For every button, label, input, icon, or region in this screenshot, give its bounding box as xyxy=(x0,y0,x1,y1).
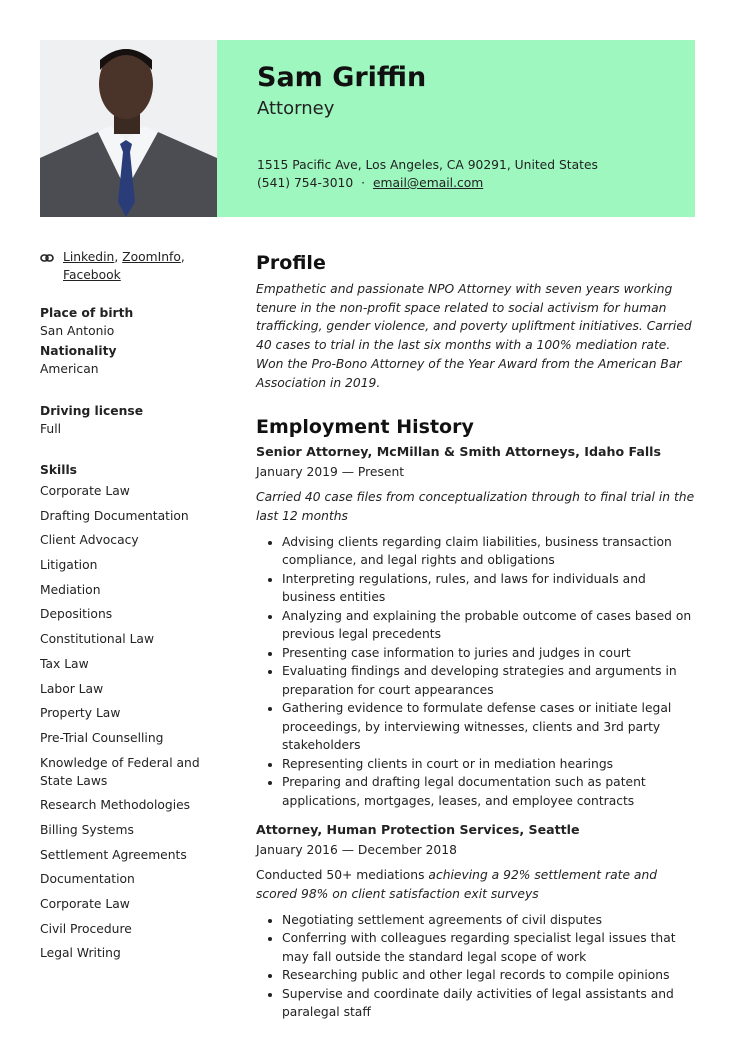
bullet-item: • Analyzing and explaining the probable outcome of cases based on previous legal precedents xyxy=(282,607,701,644)
skill-item: Litigation xyxy=(40,558,98,573)
skill-item: Client Advocacy xyxy=(40,533,139,548)
candidate-name: Sam Griffin xyxy=(257,62,427,93)
address: 1515 Pacific Ave, Los Angeles, CA 90291, United States xyxy=(257,158,598,172)
skill-item: Knowledge of Federal and State Laws xyxy=(40,755,200,788)
bullet-item: • Representing clients in court or in mediation hearings xyxy=(282,755,701,774)
job-summary xyxy=(256,866,701,903)
bullet-item: • Conferring with colleagues regarding specialist legal issues that may fall outside the standard legal scope of work xyxy=(282,929,701,966)
email-link[interactable]: email@email.com xyxy=(372,176,484,190)
job-bullets xyxy=(256,911,701,1022)
job-title: Attorney xyxy=(257,98,335,119)
skills-label: Skills xyxy=(40,463,77,477)
bullet-item: • Preparing and drafting legal documentation such as patent applications, mortgages, leases, and employee contracts xyxy=(282,773,701,810)
place-of-birth-label: Place of birth xyxy=(40,306,134,320)
skill-item: Research Methodologies xyxy=(40,798,191,813)
skill-item: Drafting Documentation xyxy=(40,508,189,523)
bullet-item: • Gathering evidence to formulate defense cases or initiate legal proceedings, by interviewing witnesses, clients and 3rd party stakeholders xyxy=(282,699,701,755)
nationality-section xyxy=(40,344,210,376)
job-summary-prefix: Conducted 50+ mediations xyxy=(256,868,425,883)
link-icon xyxy=(40,248,63,284)
bullet-item: • Interpreting regulations, rules, and laws for individuals and business entities xyxy=(282,570,701,607)
profile-text: Empathetic and passionate NPO Attorney with seven years working tenure in the non-profit space related to social activism for human trafficking, gender violence, and poverty upliftment initiatives. Carried 40 cases to trial in the last six months with a 100% mediation rate. Won the Pro-Bono Attorney of the Year Award from the American Bar Association in 2019. xyxy=(256,282,692,390)
linkedin-link[interactable]: Linkedin xyxy=(63,250,115,264)
skill-item: Civil Procedure xyxy=(40,921,132,936)
skill-item: Tax Law xyxy=(40,656,89,671)
bullet-item: • Evaluating findings and developing strategies and arguments in preparation for court appearances xyxy=(282,662,701,699)
job-dates: January 2016 — December 2018 xyxy=(256,843,457,858)
skill-item: Depositions xyxy=(40,607,113,622)
nationality-value: American xyxy=(40,362,99,376)
separator: · xyxy=(361,176,366,190)
skill-item: Corporate Law xyxy=(40,897,130,911)
nationality-label: Nationality xyxy=(40,344,117,358)
place-of-birth-value: San Antonio xyxy=(40,324,115,338)
facebook-link[interactable]: Facebook xyxy=(63,268,121,282)
skill-item: Mediation xyxy=(40,582,101,597)
profile-photo xyxy=(40,40,217,217)
job-entry xyxy=(256,822,701,1021)
job-bullets xyxy=(256,533,701,811)
social-links: Linkedin, ZoomInfo, Facebook xyxy=(40,248,210,284)
skill-item: Settlement Agreements xyxy=(40,847,187,862)
bullet-item: • Supervise and coordinate daily activities of legal assistants and paralegal staff xyxy=(282,985,701,1022)
skill-item: Constitutional Law xyxy=(40,632,155,647)
bullet-item: • Researching public and other legal records to compile opinions xyxy=(282,966,701,985)
skill-item: Labor Law xyxy=(40,681,104,696)
job-title: Attorney, Human Protection Services, Seattle xyxy=(256,822,580,838)
job-entry xyxy=(256,444,701,810)
skill-item: Property Law xyxy=(40,706,121,721)
contact-line xyxy=(257,176,483,190)
phone: (541) 754-3010 xyxy=(257,176,354,190)
bullet-item: • Negotiating settlement agreements of civil disputes xyxy=(282,911,701,930)
skill-item: Legal Writing xyxy=(40,946,121,961)
bullet-item: • Presenting case information to juries and judges in court xyxy=(282,644,701,663)
bullet-item: • Advising clients regarding claim liabilities, business transaction compliance, and legal rights and obligations xyxy=(282,533,701,570)
header-banner xyxy=(217,40,695,217)
skill-item: Pre-Trial Counselling xyxy=(40,730,164,745)
sidebar xyxy=(40,248,210,969)
skill-item: Corporate Law xyxy=(40,484,130,498)
job-summary-rest: achieving a 92% settlement rate and scored 98% on client satisfaction exit surveys xyxy=(256,868,658,901)
driving-license-section xyxy=(40,404,210,436)
job-title: Senior Attorney, McMillan & Smith Attorneys, Idaho Falls xyxy=(256,444,661,460)
zoominfo-link[interactable]: ZoomInfo xyxy=(122,250,181,264)
portrait-image xyxy=(40,40,217,217)
employment-heading: Employment History xyxy=(256,416,474,439)
main-content xyxy=(256,252,701,1022)
job-summary: Carried 40 case files from conceptualization through to final trial in the last 12 months xyxy=(256,490,695,523)
driving-license-label: Driving license xyxy=(40,404,144,418)
skill-item: Documentation xyxy=(40,872,135,887)
profile-heading: Profile xyxy=(256,252,326,274)
skills-section xyxy=(40,463,210,962)
driving-license-value: Full xyxy=(40,422,62,436)
skill-item: Billing Systems xyxy=(40,822,134,837)
place-of-birth-section xyxy=(40,306,210,338)
job-dates: January 2019 — Present xyxy=(256,465,405,480)
skills-list xyxy=(40,482,210,962)
